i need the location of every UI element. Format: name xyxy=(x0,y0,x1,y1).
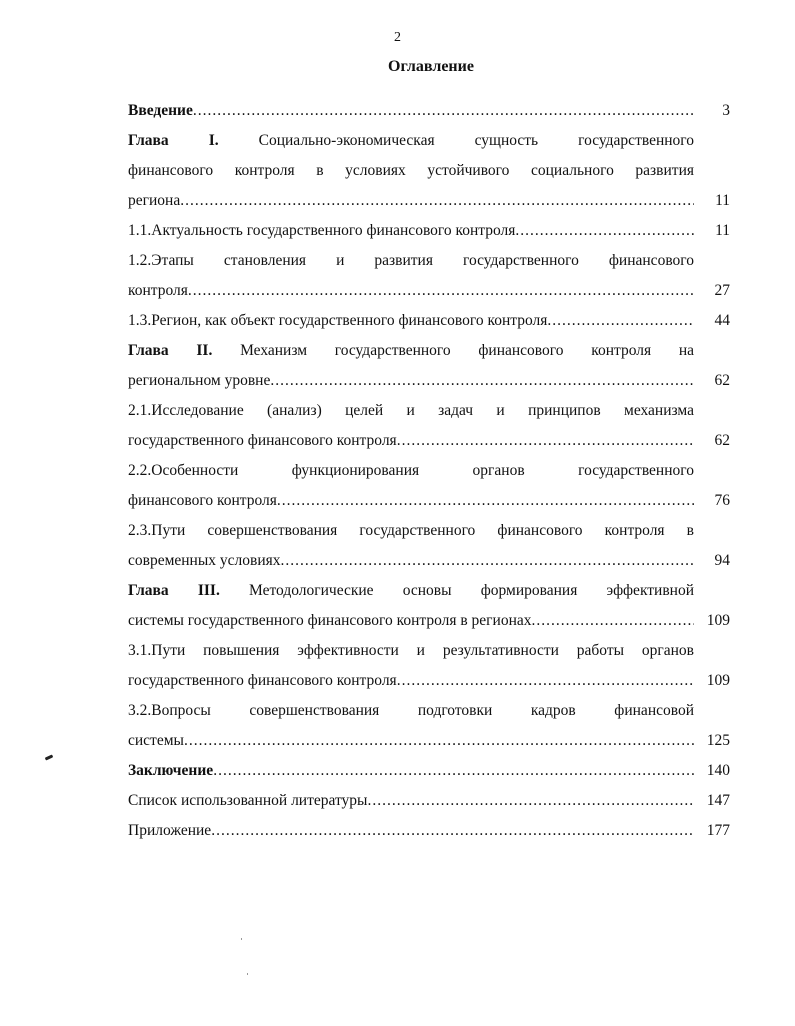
chapter-label: Глава I. xyxy=(128,132,219,149)
toc-line-text: системы xyxy=(128,732,184,749)
toc-page-number: 44 xyxy=(714,312,730,329)
toc-line xyxy=(128,816,694,846)
toc-line-text: 1.1.Актуальность государственного финансового контроля xyxy=(128,222,516,239)
toc-line xyxy=(128,636,694,666)
dot-leader xyxy=(211,816,694,846)
toc-line-text: контроля xyxy=(128,282,188,299)
dot-leader xyxy=(281,546,694,576)
toc-page-number: 62 xyxy=(714,432,730,449)
toc-entry[interactable] xyxy=(128,246,730,306)
toc-line xyxy=(128,96,694,126)
toc-entry[interactable] xyxy=(128,126,730,216)
toc-entry[interactable] xyxy=(128,816,730,846)
toc-line-text: Механизм государственного финансового контроля на xyxy=(240,342,694,359)
toc-line xyxy=(128,726,694,756)
toc-page-number: 125 xyxy=(706,732,730,749)
scan-mark xyxy=(45,754,54,760)
toc-line xyxy=(128,156,694,186)
toc-line xyxy=(128,426,694,456)
toc-line xyxy=(128,396,694,426)
toc-line-text: Методологические основы формирования эффективной xyxy=(249,582,694,599)
toc-entry[interactable] xyxy=(128,306,730,336)
toc-line-text: 2.2.Особенности функционирования органов государственного xyxy=(128,462,694,479)
scan-speck xyxy=(241,938,242,940)
toc-entry[interactable] xyxy=(128,96,730,126)
toc-line-text: государственного финансового контроля xyxy=(128,672,397,689)
toc-page-number: 11 xyxy=(715,192,730,209)
toc-line xyxy=(128,606,694,636)
toc-page-number: 27 xyxy=(714,282,730,299)
toc-line-text: 2.1.Исследование (анализ) целей и задач и принципов механизма xyxy=(128,402,694,419)
toc-line-text: 1.3.Регион, как объект государственного финансового контроля xyxy=(128,312,548,329)
toc-entry[interactable] xyxy=(128,516,730,576)
toc-line-text: 3.2.Вопросы совершенствования подготовки кадров финансовой xyxy=(128,702,694,719)
dot-leader xyxy=(397,426,694,456)
toc-line xyxy=(128,126,694,156)
dot-leader xyxy=(397,666,694,696)
toc-line-text: финансового контроля xyxy=(128,492,277,509)
toc-entry[interactable] xyxy=(128,456,730,516)
toc-page-number: 109 xyxy=(706,612,730,629)
toc-line-text: региона xyxy=(128,192,181,209)
page-title: Оглавление xyxy=(388,58,474,75)
toc-line xyxy=(128,216,694,246)
chapter-label: Глава II. xyxy=(128,342,213,359)
toc-entry[interactable] xyxy=(128,216,730,246)
dot-leader xyxy=(515,216,694,246)
toc-line xyxy=(128,666,694,696)
toc-page-number: 62 xyxy=(714,372,730,389)
toc-line-text: 1.2.Этапы становления и развития государственного финансового xyxy=(128,252,694,269)
toc-line-text: Введение xyxy=(128,102,193,119)
toc-line-text: Заключение xyxy=(128,762,214,779)
toc-line xyxy=(128,456,694,486)
toc-entry[interactable] xyxy=(128,756,730,786)
toc-page-number: 140 xyxy=(706,762,730,779)
dot-leader xyxy=(184,726,694,756)
toc-line xyxy=(128,186,694,216)
toc-line xyxy=(128,516,694,546)
toc-line-text: Социально-экономическая сущность государственного xyxy=(258,132,694,149)
toc-page-number: 147 xyxy=(706,792,730,809)
toc-line xyxy=(128,696,694,726)
toc-page-number: 76 xyxy=(714,492,730,509)
toc-line-text: Список использованной литературы xyxy=(128,792,368,809)
dot-leader xyxy=(277,486,694,516)
toc-page-number: 94 xyxy=(714,552,730,569)
dot-leader xyxy=(547,306,694,336)
toc-entry[interactable] xyxy=(128,636,730,696)
toc-line xyxy=(128,276,694,306)
scan-speck xyxy=(247,973,248,975)
toc-page-number: 109 xyxy=(706,672,730,689)
toc-entry[interactable] xyxy=(128,576,730,636)
dot-leader xyxy=(532,606,694,636)
toc-line-text: современных условиях xyxy=(128,552,281,569)
toc-line xyxy=(128,546,694,576)
toc-entry[interactable] xyxy=(128,696,730,756)
toc-line xyxy=(128,306,694,336)
dot-leader xyxy=(367,786,694,816)
dot-leader xyxy=(270,366,694,396)
toc-line-text: государственного финансового контроля xyxy=(128,432,397,449)
toc-page-number: 3 xyxy=(722,102,730,119)
chapter-label: Глава III. xyxy=(128,582,220,599)
toc-line xyxy=(128,246,694,276)
toc-line xyxy=(128,366,694,396)
toc-line-text: Приложение xyxy=(128,822,212,839)
toc-line xyxy=(128,786,694,816)
page-number: 2 xyxy=(394,30,401,45)
toc-line-text: финансового контроля в условиях устойчивого социального развития xyxy=(128,162,694,179)
toc-page-number: 177 xyxy=(706,822,730,839)
table-of-contents xyxy=(128,96,730,846)
dot-leader xyxy=(188,276,694,306)
dot-leader xyxy=(193,96,694,126)
toc-line xyxy=(128,756,694,786)
toc-line-text: региональном уровне xyxy=(128,372,271,389)
toc-line-text: 3.1.Пути повышения эффективности и результативности работы органов xyxy=(128,642,694,659)
toc-entry[interactable] xyxy=(128,396,730,456)
toc-entry[interactable] xyxy=(128,786,730,816)
toc-line-text: 2.3.Пути совершенствования государственного финансового контроля в xyxy=(128,522,694,539)
toc-line xyxy=(128,336,694,366)
toc-page-number: 11 xyxy=(715,222,730,239)
dot-leader xyxy=(213,756,694,786)
dot-leader xyxy=(180,186,694,216)
toc-entry[interactable] xyxy=(128,336,730,396)
toc-line xyxy=(128,486,694,516)
toc-line xyxy=(128,576,694,606)
toc-line-text: системы государственного финансового контроля в регионах xyxy=(128,612,532,629)
